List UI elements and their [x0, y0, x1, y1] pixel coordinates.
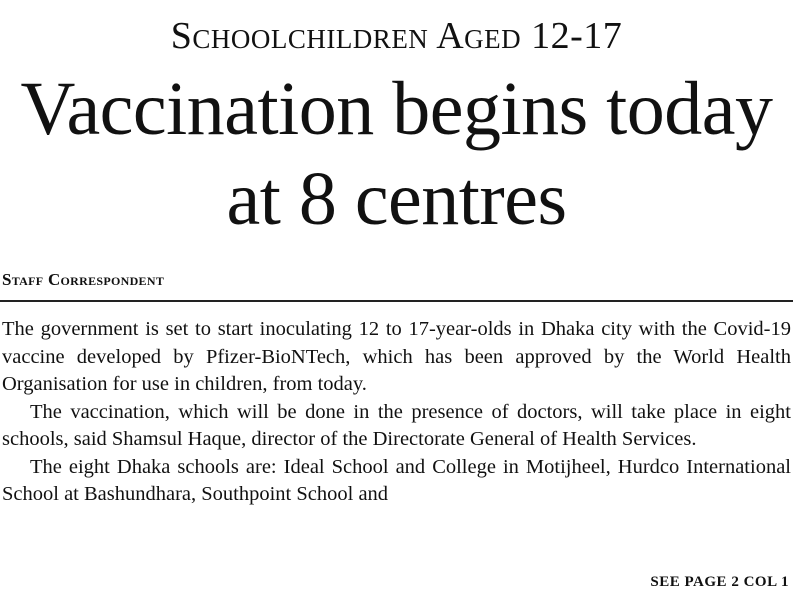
- article-paragraph-2: The vaccination, which will be done in the presence of doctors, will take place in eight schools, said Shamsul Haque, director of the Directorate General of Health Services.: [2, 400, 791, 450]
- article-paragraph-3: The eight Dhaka schools are: Ideal School and College in Motijheel, Hurdco International School at Bashundhara, Southpoint School and: [2, 455, 791, 505]
- article-paragraph-1: The government is set to start inoculating 12 to 17-year-olds in Dhaka city with the Covid-19 vaccine developed by Pfizer-BioNTech, which has been approved by the World Health Organisation for use in children, from today.: [2, 318, 791, 395]
- article-kicker: Schoolchildren Aged 12-17: [170, 15, 623, 57]
- article-headline: Vaccination begins today at 8 centres: [20, 67, 773, 241]
- article-body: [2, 316, 791, 509]
- byline-divider: [0, 300, 793, 302]
- continued-jump-line: SEE PAGE 2 COL 1: [650, 574, 789, 590]
- article-byline: Staff Correspondent: [2, 270, 165, 289]
